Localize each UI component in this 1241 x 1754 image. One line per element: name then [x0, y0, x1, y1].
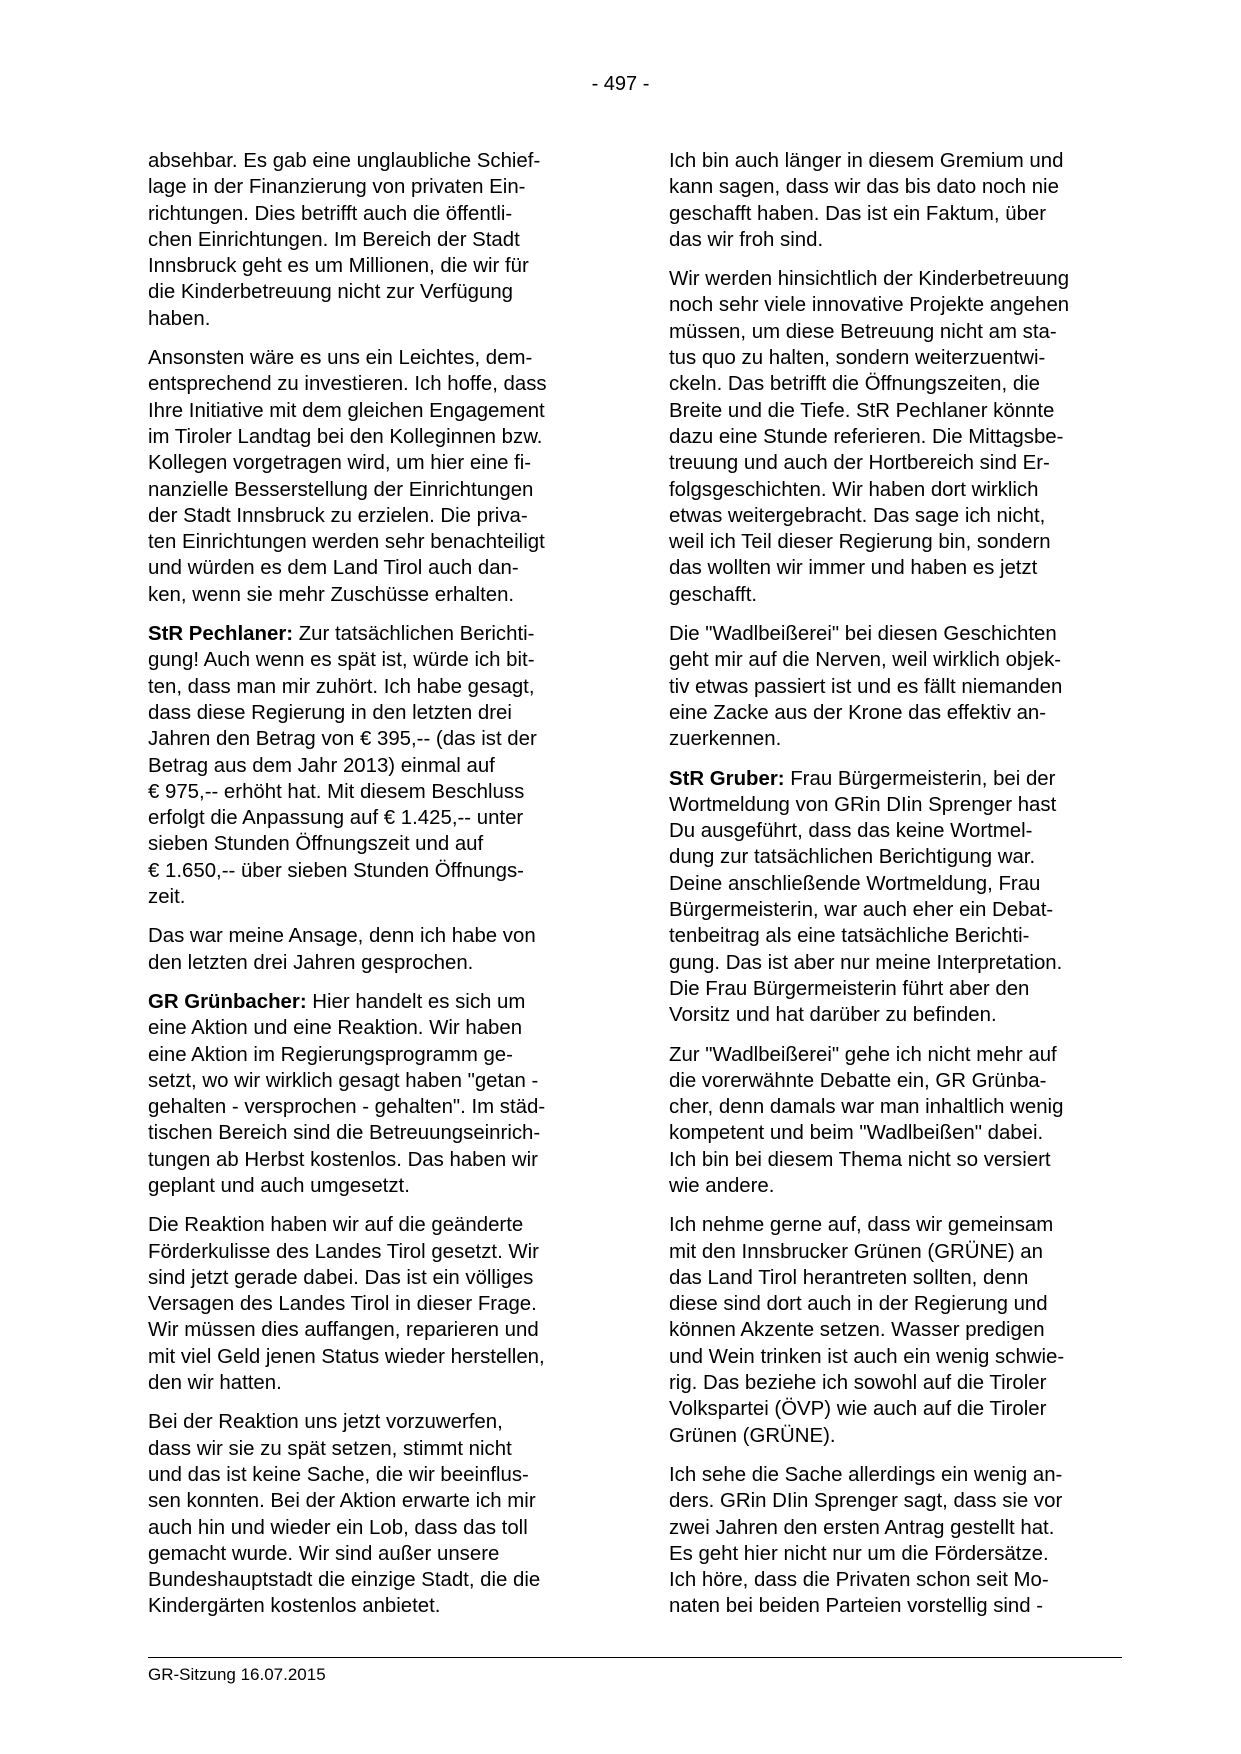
paragraph — [669, 621, 1114, 752]
page-number: - 497 - — [591, 73, 650, 95]
paragraph-text: Hier handelt es sich um eine Aktion und eine Reaktion. Wir haben eine Aktion im Regierungsprogramm ge- setzt, wo wir wirklich gesagt haben "getan - gehalten - versprochen - gehalten". Im städ- tischen Bereich sind die Betreuungseinrich- tungen ab Herbst kostenlos. Das haben wir geplant und auch umgesetzt. — [148, 990, 546, 1197]
paragraph — [148, 1212, 593, 1396]
paragraph-text: Die Reaktion haben wir auf die geänderte Förderkulisse des Landes Tirol gesetzt. Wir sind jetzt gerade dabei. Das ist ein völliges Versagen des Landes Tirol in dieser Frage. Wir müssen dies auffangen, reparieren und mit viel Geld jenen Status wieder herstellen, den wir hatten. — [148, 1214, 545, 1395]
paragraph — [669, 1042, 1114, 1200]
paragraph — [669, 766, 1114, 1029]
paragraph — [148, 923, 593, 976]
paragraph — [669, 1212, 1114, 1449]
right-column — [669, 148, 1114, 1633]
paragraph — [148, 621, 593, 910]
paragraph-text: Frau Bürgermeisterin, bei der Wortmeldung von GRin DIin Sprenger hast Du ausgeführt, dass das keine Wortmel- dung zur tatsächlichen Berichtigung war. Deine anschließende Wortmeldung, Frau Bürgermeisterin, war auch eher ein Debat- tenbeitrag als eine tatsächliche Berichti- gung. Das ist aber nur meine Interpretation. Die Frau Bürgermeisterin führt aber den Vorsitz und hat darüber zu befinden. — [669, 767, 1063, 1027]
left-column — [148, 148, 593, 1633]
footer-session-date: GR-Sitzung 16.07.2015 — [148, 1665, 326, 1684]
paragraph — [148, 345, 593, 608]
paragraph — [669, 266, 1114, 608]
paragraph-text: Ich bin auch länger in diesem Gremium und kann sagen, dass wir das bis dato noch nie geschafft haben. Das ist ein Faktum, über das wir froh sind. — [669, 150, 1064, 251]
speaker-name: GR Grünbacher: — [148, 990, 307, 1013]
paragraph — [669, 1462, 1114, 1620]
paragraph — [669, 148, 1114, 253]
speaker-name: StR Pechlaner: — [148, 623, 294, 646]
paragraph — [148, 148, 593, 332]
footer-divider — [148, 1657, 1122, 1658]
paragraph — [148, 1409, 593, 1619]
speaker-name: StR Gruber: — [669, 767, 785, 790]
paragraph-text: Zur tatsächlichen Berichti- gung! Auch wenn es spät ist, würde ich bit- ten, dass man mir zuhört. Ich habe gesagt, dass diese Regierung in den letzten drei Jahren den Betrag von € 395,-- (das ist der Betrag aus dem Jahr 2013) einmal auf € 975,-- erhöht hat. Mit diesem Beschluss erfolgt die Anpassung auf € 1.425,-- unter sieben Stunden Öffnungszeit und auf € 1.650,-- über sieben Stunden Öffnungs- zeit. — [148, 623, 537, 909]
paragraph-text: Bei der Reaktion uns jetzt vorzuwerfen, dass wir sie zu spät setzen, stimmt nicht und das ist keine Sache, die wir beeinflus- sen konnten. Bei der Aktion erwarte ich mir auch hin und wieder ein Lob, dass das toll gemacht wurde. Wir sind außer unsere Bundeshauptstadt die einzige Stadt, die die Kindergärten kostenlos anbietet. — [148, 1411, 541, 1618]
paragraph-text: Ich nehme gerne auf, dass wir gemeinsam mit den Innsbrucker Grünen (GRÜNE) an das Land Tirol herantreten sollten, denn diese sind dort auch in der Regierung und können Akzente setzen. Wasser predigen und Wein trinken ist auch ein wenig schwie- rig. Das beziehe ich sowohl auf die Tiroler Volkspartei (ÖVP) wie auch auf die Tiroler Grünen (GRÜNE). — [669, 1214, 1065, 1447]
paragraph-text: absehbar. Es gab eine unglaubliche Schief- lage in der Finanzierung von privaten Ein- richtungen. Dies betrifft auch die öffentli- chen Einrichtungen. Im Bereich der Stadt Innsbruck geht es um Millionen, die wir für die Kinderbetreuung nicht zur Verfügung haben. — [148, 150, 541, 330]
paragraph — [148, 989, 593, 1199]
paragraph-text: Wir werden hinsichtlich der Kinderbetreuung noch sehr viele innovative Projekte angehen müssen, um diese Betreuung nicht am sta- tus quo zu halten, sondern weiterzuentwi- ckeln. Das betrifft die Öffnungszeiten, die Breite und die Tiefe. StR Pechlaner könnte dazu eine Stunde referieren. Die Mittagsbe- treuung und auch der Hortbereich sind Er- folgsgeschichten. Wir haben dort wirklich etwas weitergebracht. Das sage ich nicht, weil ich Teil dieser Regierung bin, sondern das wollten wir immer und haben es jetzt geschafft. — [669, 268, 1070, 606]
paragraph-text: Ich sehe die Sache allerdings ein wenig an- ders. GRin DIin Sprenger sagt, dass sie vor zwei Jahren den ersten Antrag gestellt hat. Es geht hier nicht nur um die Fördersätze. Ich höre, dass die Privaten schon seit Mo- naten bei beiden Parteien vorstellig sind - — [669, 1463, 1063, 1618]
paragraph-text: Ansonsten wäre es uns ein Leichtes, dem- entsprechend zu investieren. Ich hoffe, dass Ihre Initiative mit dem gleichen Engagement im Tiroler Landtag bei den Kolleginnen bzw. Kollegen vorgetragen wird, um hier eine fi- nanzielle Besserstellung der Einrichtungen der Stadt Innsbruck zu erzielen. Die priva- ten Einrichtungen werden sehr benachteiligt und würden es dem Land Tirol auch dan- ken, wenn sie mehr Zuschüsse erhalten. — [148, 347, 547, 606]
paragraph-text: Die "Wadlbeißerei" bei diesen Geschichten geht mir auf die Nerven, weil wirklich objek- tiv etwas passiert ist und es fällt niemanden eine Zacke aus der Krone das effektiv an- zuerkennen. — [669, 623, 1063, 751]
paragraph-text: Das war meine Ansage, denn ich habe von den letzten drei Jahren gesprochen. — [148, 925, 536, 974]
paragraph-text: Zur "Wadlbeißerei" gehe ich nicht mehr auf die vorerwähnte Debatte ein, GR Grünba- cher, denn damals war man inhaltlich wenig kompetent und beim "Wadlbeißen" dabei. Ich bin bei diesem Thema nicht so versiert wie andere. — [669, 1043, 1064, 1197]
